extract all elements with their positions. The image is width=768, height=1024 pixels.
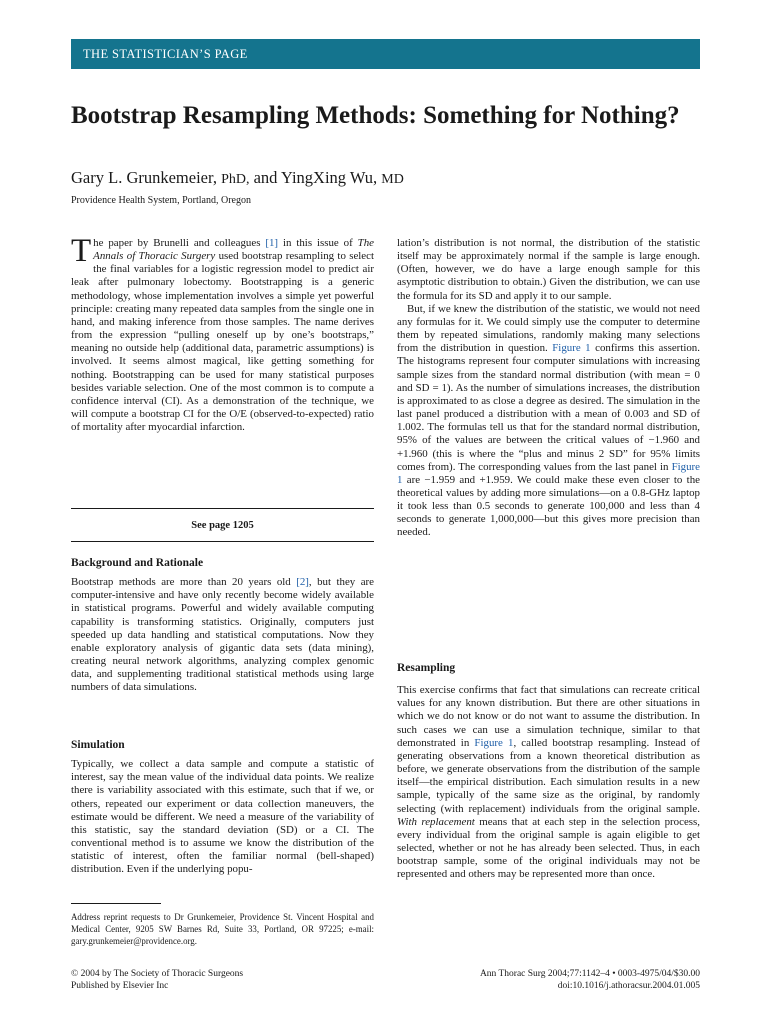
intro-text-3: used bootstrap resampling to select the final variables for a logistic regression model to predict air leak after pulmonary lobectomy. Bootstrapping is a generic methodology, whose implementation involves a simple yet powerful principle: creating many repeated data samples from the single one in hand, and making inference from those samples. The name derives from the expression “pulling oneself up by one’s bootstraps,” meaning no outside help (additional data, parametric assumptions) is involved. It seems almost magical, like getting something for nothing. Bootstrapping can be used for many statistical purposes besides variable selection. One of the most common is to compute a confidence interval (CI). As a demonstration of the technique, we will compute a bootstrap CI for the O/E (observed-to-expected) ratio of mortality after myocardial infarction. [71,250,375,434]
author-1-name: Gary L. Grunkemeier, [71,168,217,187]
background-heading: Background and Rationale [71,557,204,569]
left-column-intro [71,233,375,434]
p2-text-1: But, if we knew the distribution of the statistic, we would not need any formulas for it. We could simply use the computer to determine them by repeated simulations, randomly making many selections from the distribution in question. [397,302,700,355]
citation-line: Ann Thorac Surg 2004;77:1142–4 • 0003-4975/04/$30.00 [479,969,700,979]
background-paragraph [71,576,374,694]
p2-text-3: are −1.959 and +1.959. We could make these even closer to the theoretical values by adding more simulations—on a 0.8-GHz laptop it took less than 0.5 seconds to generate 100,000 and less than 4 seconds to generate 1,000,000—but this gives more precision than needed. [397,473,700,539]
figure-1-link-3[interactable]: Figure 1 [474,736,514,749]
intro-text-2: in this issue of [278,237,358,249]
intro-paragraph [71,233,375,434]
article-title: Bootstrap Resampling Methods: Something for Nothing? [71,102,680,129]
background-section [71,557,374,695]
resampling-section [397,662,700,882]
reprint-footnote: Address reprint requests to Dr Grunkemeier, Providence St. Vincent Hospital and Medical Center, 9205 SW Barnes Rd, Suite 33, Portland, OR 97225; e-mail: gary.grunkemeier@providence.org. [71,912,374,946]
footer-left [71,968,371,992]
drop-cap: T [71,233,92,269]
reference-link-1[interactable]: [1] [265,237,279,249]
resampling-heading: Resampling [397,662,456,674]
with-replacement-term: With replacement [397,815,475,828]
copyright-line: © 2004 by The Society of Thoracic Surgeons [71,969,244,979]
journal-name: The Annals of Thoracic Surgery [93,237,374,263]
intro-text-1: he paper by Brunelli and colleagues [93,237,266,249]
publisher-line: Published by Elsevier Inc [71,981,169,991]
section-banner [71,39,700,69]
right-paragraph-2 [397,303,700,540]
affiliation: Providence Health System, Portland, Oregon [71,195,251,206]
resampling-paragraph [397,684,700,881]
right-paragraph-1: lation’s distribution is not normal, the distribution of the statistic itself may be approximately normal if the sample is large enough. (Often, however, we do have a large enough sample for this asymptotic distribution to obtain.) Given the distribution, we can use the formula for its SD and apply it to our sample. [397,237,700,302]
resampling-text-2: , called bootstrap resampling. Instead of generating observations from a known theoretical distribution as before, we generate observations from the distribution of the sample itself—the empirical distribution. Each simulation results in a new sample, typically of the same size as the original, by randomly selecting (with replacement) individuals from the original sample. [397,736,700,815]
footer-right [380,968,700,992]
resampling-text-3: means that at each step in the selection process, every individual from the original sample is again eligible to get selected, whether or not he has already been selected. Thus, in each bootstrap sample, some of the original individuals may not be represented and others may be represented more than once. [397,815,700,881]
author-2-degree: MD [381,172,404,187]
simulation-heading: Simulation [71,739,125,751]
see-page-box [71,508,374,542]
figure-1-link[interactable]: Figure 1 [552,342,591,355]
footnote-divider [71,903,161,904]
doi-line: doi:10.1016/j.athoracsur.2004.01.005 [557,981,700,991]
resampling-text-1: This exercise confirms that fact that simulations can recreate critical values for any known distribution. But there are other situations in which we do not know or do not want to assume the distribution. In such cases we can use a simulation technique, similar to that demonstrated in [397,684,700,749]
author-joiner: and [253,168,278,187]
author-line [71,167,700,191]
right-column [397,237,700,540]
see-page-label: See page 1205 [191,519,254,531]
reference-link-2[interactable]: [2] [296,576,309,589]
author-1-degree: PhD, [221,172,250,187]
p2-text-2: confirms this assertion. The histograms represent four computer simulations with increasing sample sizes from the standard normal distribution (with mean = 0 and SD = 1). As the number of simulations increases, the distribution is approximated to as close a degree as desired. The simulation in the last panel produced a distribution with a mean of 0.003 and SD of 1.002. The formulas tell us that for the standard normal distribution, 95% of the values are between the critical values of −1.960 and +1.960 (this is where the “plus and minus 2 SD” for 95% limits comes from). The corresponding values from the last panel in [397,342,700,473]
figure-1-link-2[interactable]: Figure 1 [397,460,700,486]
banner-label: THE STATISTICIAN’S PAGE [83,46,248,61]
simulation-section [71,739,374,877]
author-2-name: YingXing Wu, [280,168,378,187]
background-text-1: Bootstrap methods are more than 20 years old [71,576,297,589]
background-text-2: , but they are computer-intensive and have only recently become widely available in statistical programs. Powerful and widely available computing capability is transforming statistics. Originally, computers just speeded up data handling and statistical computations. Now they enable exploratory analysis of gigantic data sets (data mining), creating neural network algorithms, analyzing complex genomic data, and supplementing traditional statistical methods using large numbers of data simulations. [71,576,374,694]
simulation-paragraph: Typically, we collect a data sample and compute a statistic of interest, say the mean value of the individual data points. We realize there is variability associated with this estimate, such that if we, or others, repeated our experiment or data collection maneuvers, the estimate would be different. We need a measure of the variability of this statistic, say the standard deviation (SD) or a CI. The conventional method is to assume we know the distribution of the statistic of interest, often the familiar normal (bell-shaped) distribution. Even if the underlying popu- [71,758,374,876]
